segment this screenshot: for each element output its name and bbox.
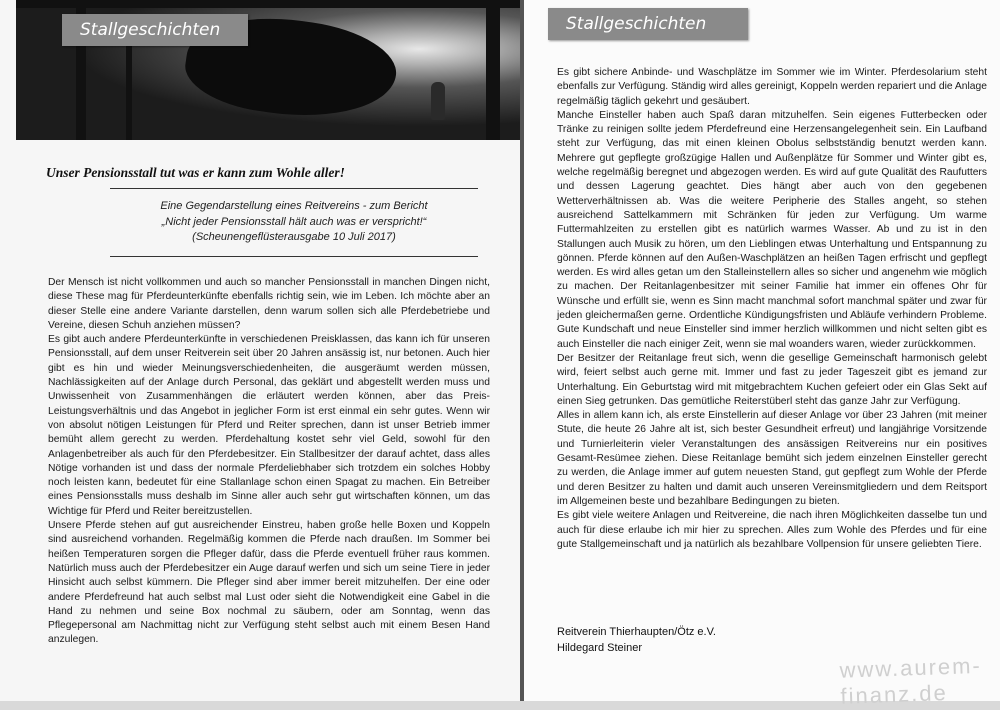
left-article-body xyxy=(48,276,490,648)
subtitle-line: (Scheunengeflüsterausgabe 10 Juli 2017) xyxy=(192,231,396,243)
article-subtitle xyxy=(110,199,478,246)
subtitle-line: Eine Gegendarstellung eines Reitvereins - zum Bericht xyxy=(160,200,428,212)
signature-name: Hildegard Steiner xyxy=(557,642,642,654)
paragraph: Alles in allem kann ich, als erste Einstellerin auf dieser Anlage vor über 23 Jahren (mit meiner Stute, die heute 26 Jahre alt ist, sich bester Gesundheit erfreut) und langjährige Vorsitzende und Turnierleiterin vieler Veranstaltungen des ansässigen Reitvereins nur ein positives Gesamt-Resümee ziehen. Diese Reitanlage bemüht sich jedem einzelnen Einsteller gerecht zu werden, die Anlage immer auf gutem neuesten Stand, gut gepflegt zum Wohle der Pferde und deren Besitzer zu halten und damit auch unseren Vereinsmitgliedern und dem Reitsport im Allgemeinen beste und bezahlbare Bedingungen zu bieten. xyxy=(557,410,987,507)
subtitle-line: „Nicht jeder Pensionsstall hält auch was er verspricht!“ xyxy=(161,215,427,228)
divider-bottom xyxy=(110,256,478,257)
paragraph: Es gibt viele weitere Anlagen und Reitvereine, die nach ihren Möglichkeiten dasselbe tun und auch für diese erlaube ich mir hier zu sprechen. Alles zum Wohle des Pferdes und für eine gute Stallgemeinschaft und ja natürlich als bezahlbare Vollpension für unsere geliebten Tiere. xyxy=(557,510,987,550)
paragraph: Es gibt sichere Anbinde- und Waschplätze im Sommer wie im Winter. Pferdesolarium steht ebenfalls zur Verfügung. Ständig wird alles gereinigt, Koppeln werden repariert und die Anlage regelmäßig täglich gekehrt und gesäubert. xyxy=(557,67,987,107)
paragraph: Der Besitzer der Reitanlage freut sich, wenn die gesellige Gemeinschaft harmonisch gelebt wird, feiert selbst auch gerne mit. Immer und fast zu jeder Tageszeit gibt es jemand zur Unterhaltung. Ein Geburtstag wird mit mitgebrachtem Kuchen gefeiert oder ein Glas Sekt auf einen Sieg getrunken. Das gemütliche Reiterstüberl steht das ganze Jahr zur Verfügung. xyxy=(557,352,987,407)
watermark-text: www.aurem-finanz.de xyxy=(839,652,983,709)
person-silhouette xyxy=(431,82,445,120)
article-headline: Unser Pensionsstall tut was er kann zum Wohle aller! xyxy=(46,165,345,180)
section-banner: Stallgeschichten xyxy=(62,14,248,46)
paragraph: Manche Einsteller haben auch Spaß daran mitzuhelfen. Sein eigenes Futterbecken oder Tränke zu reinigen sollte jedem Pferdefreund eine Herzensangelegenheit sein. Ein Laufband steht zur Verfügung, das mit einen kleinen Obolus selbstständig benutzt werden kann. Mehrere gut gepflegte großzügige Hallen und Außenplätze für Sommer und Winter gibt es, welche regelmäßig beregnet und abgezogen werden. Es wird auf gute Qualität des Raufutters und dessen Lagerung geachtet. Dies hängt aber auch von den gegebenen Wetterverhältnissen ab. Was die weitere Peripherie des Stalles angeht, so stehen ausreichend Sattelkammern mit Schränken für jeden zur Verfügung. Um warme Futtermahlzeiten zu erstellen gibt es natürlich warmes Wasser. Ab und zu ist in den Stallungen auch Musik zu hören, um den Lieblingen etwas Unterhaltung und Entspannung zu gönnen. Pferde können auf den Außen-Waschplätzen an heißen Tagen erfrischt und gepflegt werden. Es wird alles getan um den Stalleinstellern alles so sicher und angenehm wie möglich zu machen. Der Reitanlagenbesitzer mit seiner Familie hat immer ein offenes Ohr für Wünsche und erfüllt sie, wenn es Sinn macht manchmal sofort manchmal später und zwar für jeden gleichermaßen gerne. Ordentliche Kündigungsfristen und Abläufe verhindern Probleme. Gute Kundschaft und neue Einsteller sind immer herzlich willkommen und nicht selten gibt es auch Einsteller die nach einiger Zeit, wenn sie mal woanders waren, wieder zurückkommen. xyxy=(557,109,987,350)
signature-organization: Reitverein Thierhaupten/Ötz e.V. xyxy=(557,626,716,638)
paragraph: Unsere Pferde stehen auf gut ausreichender Einstreu, haben große helle Boxen und Koppeln sind ausreichend vorhanden. Regelmäßig kommen die Pferde nach draußen. Im Sommer bei heißen Temperaturen sorgen die Pfleger dafür, dass die Pferde eventuell früher raus kommen. Natürlich muss auch der Pferdebesitzer ein Auge darauf werfen und sich um seine Tiere in jeder Hinsicht auch selbst kümmern. Die Pfleger sind aber immer bereit mitzuhelfen. Der eine oder andere Pferdefreund hat auch selbst mal Lust oder sieht die Notwendigkeit eine Gabel in die Hand zu nehmen und seine Box nochmal zu säubern, oder am Sonntag, wenn das Pflegepersonal am Nachmittag nicht zur Verfügung steht selbst auch mit einem Besen Hand anzulegen. xyxy=(48,520,490,646)
right-article-body xyxy=(557,66,987,552)
paragraph: Es gibt auch andere Pferdeunterkünfte in verschiedenen Preisklassen, das kann ich für unseren Pensionsstall, auf dem unser Reitverein seit über 20 Jahren ansässig ist, nur betonen. Auch hier gibt es hin und wieder Meinungsverschiedenheiten, die ausgeräumt werden müssen, Nachlässigkeiten auf der Anlage durch Personal, das geklärt und abgestellt werden muss und Unwissenheit von Zusammenhängen die erläutert werden können, aber das Preis- Leistungsverhältnis und das Angebot in jeglicher Form ist erst einmal ein sehr gutes. Wenn wir von absolut nötigen Leistungen für Pferd und Reiter sprechen, dann ist unser Betrieb immer bemüht allem gerecht zu werden. Pferdehaltung kostet sehr viel Geld, sowohl für den Anlagenbetreiber als auch für den Pferdebesitzer. Ein Stallbesitzer der darauf achtet, dass alles Nötige vorhanden ist und dass der normale Pferdeliebhaber sich trotzdem ein solches Hobby noch leisten kann, bedeutet für eine Stallanlage schon einen Spagat zu machen. Ein Betreiber eines Pensionsstalls muss deshalb im Sinne aller auch sehr gut wirtschaften können, um das Wichtige für Pferd und Reiter bereitzustellen. xyxy=(48,334,490,517)
section-banner: Stallgeschichten xyxy=(548,8,748,40)
divider-top xyxy=(110,188,478,189)
paragraph: Der Mensch ist nicht vollkommen und auch so mancher Pensionsstall in manchen Dingen nicht, diese These mag für Pferdeunterkünfte ebenfalls richtig sein, wie im Leben. Ich möchte aber an dieser Stelle eine andere Variante darstellen, denn warum sollen sich alle Pferdebetriebe und Vereine, diesen Schuh anziehen müssen? xyxy=(48,277,490,331)
